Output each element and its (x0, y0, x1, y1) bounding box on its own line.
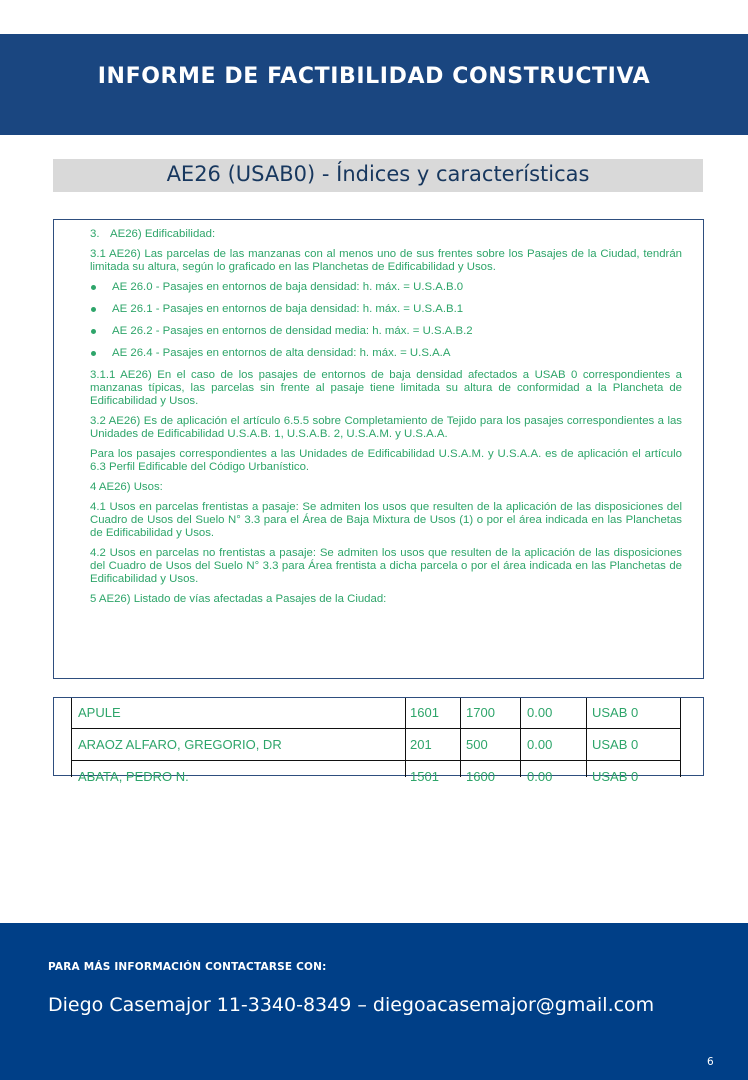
bullet-item (90, 281, 682, 294)
table-cell-zone: USAB 0 (592, 705, 639, 720)
table-column-rule (460, 698, 461, 777)
table-cell-street: ABATA, PEDRO N. (78, 769, 189, 784)
paragraph-4-2: 4.2 Usos en parcelas no frentistas a pasaje: Se admiten los usos que resulten de la aplicación de las disposiciones del Cuadro de Usos del Suelo N° 3.3 para Área frentista a dicha parcela o por el área indicada en las Planchetas de Edificabilidad y Usos. (90, 547, 682, 585)
heading-usos: 4 AE26) Usos: (90, 481, 163, 493)
bullet-item (90, 325, 682, 338)
regulation-text (90, 228, 682, 613)
heading-number: 3. (90, 228, 100, 240)
bullet-text: AE 26.2 - Pasajes en entornos de densidad media: h. máx. = U.S.A.B.2 (112, 325, 473, 337)
paragraph-3-2: 3.2 AE26) Es de aplicación el artículo 6.5.5 sobre Completamiento de Tejido para los pasajes correspondientes a las Unidades de Edificabilidad U.S.A.B. 1, U.S.A.B. 2, U.S.A.M. y U.S.A.A. (90, 415, 682, 440)
bullet-text: AE 26.0 - Pasajes en entornos de baja densidad: h. máx. = U.S.A.B.0 (112, 281, 464, 293)
table-cell-to: 500 (466, 737, 488, 752)
heading-text: AE26) Edificabilidad: (110, 228, 216, 240)
bullet-dot-icon (91, 307, 96, 312)
table-cell-street: APULE (78, 705, 121, 720)
table-column-rule (520, 698, 521, 777)
paragraph-4-1: 4.1 Usos en parcelas frentistas a pasaje: Se admiten los usos que resulten de la aplicación de las disposiciones del Cuadro de Usos del Suelo N° 3.3 para el Área de Baja Mixtura de Usos (1) o por el área indicada en las Planchetas de Edificabilidad y Usos. (90, 501, 682, 539)
bullet-dot-icon (91, 285, 96, 290)
streets-table (53, 697, 704, 784)
bullet-item (90, 347, 682, 360)
table-cell-to: 1600 (466, 769, 495, 784)
table-cell-value: 0.00 (527, 705, 553, 720)
regulation-excerpt (53, 219, 704, 679)
table-cell-from: 201 (410, 737, 432, 752)
paragraph-3-1: 3.1 AE26) Las parcelas de las manzanas con al menos uno de sus frentes sobre los Pasajes de la Ciudad, tendrán limitada su altura, según lo graficado en las Planchetas de Edificabilidad y Usos. (90, 248, 682, 273)
bullet-dot-icon (91, 329, 96, 334)
table-cell-to: 1700 (466, 705, 495, 720)
bullet-text: AE 26.4 - Pasajes en entornos de alta densidad: h. máx. = U.S.A.A (112, 347, 451, 359)
table-column-rule (71, 698, 72, 777)
heading-edificabilidad (90, 228, 682, 241)
bullet-item (90, 303, 682, 316)
paragraph-3-1-1: 3.1.1 AE26) En el caso de los pasajes de entornos de baja densidad afectados a USAB 0 correspondientes a manzanas típicas, las parcelas sin frente al pasaje tiene limitada su altura de conformidad a la Plancheta de Edificabilidad y Usos. (90, 369, 682, 407)
table-cell-value: 0.00 (527, 769, 553, 784)
table-column-rule (680, 698, 681, 777)
table-row-rule (71, 728, 680, 729)
contact-details: Diego Casemajor 11-3340-8349 – diegoacasemajor@gmail.com (48, 994, 655, 1016)
table-cell-zone: USAB 0 (592, 769, 639, 784)
table-column-rule (405, 698, 406, 777)
page-number: 6 (707, 1056, 714, 1068)
heading-listado-vias: 5 AE26) Listado de vías afectadas a Pasajes de la Ciudad: (90, 593, 387, 605)
section-title: AE26 (USAB0) - Índices y características (166, 162, 590, 186)
table-cell-street: ARAOZ ALFARO, GREGORIO, DR (78, 737, 282, 752)
table-cell-from: 1501 (410, 769, 439, 784)
report-title: INFORME DE FACTIBILIDAD CONSTRUCTIVA (97, 64, 651, 89)
table-cell-zone: USAB 0 (592, 737, 639, 752)
table-row-rule (71, 760, 680, 761)
paragraph-perfil-edificable: Para los pasajes correspondientes a las Unidades de Edificabilidad U.S.A.M. y U.S.A.A. es de aplicación el artículo 6.3 Perfil Edificable del Código Urbanístico. (90, 448, 682, 473)
table-cell-value: 0.00 (527, 737, 553, 752)
table-column-rule (586, 698, 587, 777)
bullet-text: AE 26.1 - Pasajes en entornos de baja densidad: h. máx. = U.S.A.B.1 (112, 303, 464, 315)
bullet-dot-icon (91, 351, 96, 356)
table-cell-from: 1601 (410, 705, 439, 720)
contact-label: PARA MÁS INFORMACIÓN CONTACTARSE CON: (48, 961, 327, 973)
